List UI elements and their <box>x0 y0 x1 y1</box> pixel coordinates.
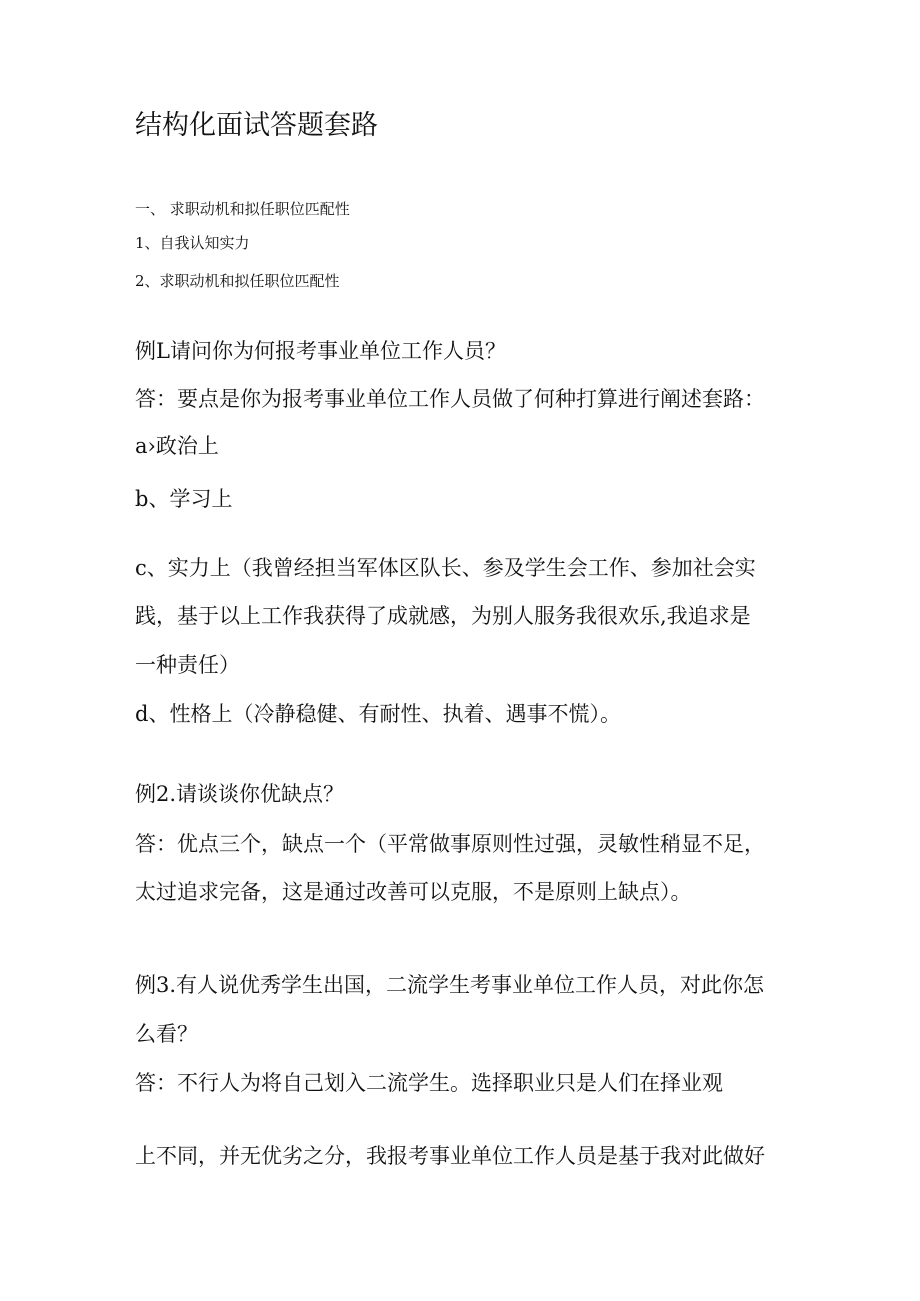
example-2-question: 例2.请谈谈你优缺点？ <box>135 782 345 806</box>
example-3-question-line-2: 么看？ <box>135 1022 198 1046</box>
page-title: 结构化面试答题套路 <box>135 110 378 141</box>
subitem-2: 2、求职动机和拟任职位匹配性 <box>135 272 340 290</box>
example-1-answer: 答：要点是你为报考事业单位工作人员做了何种打算进行阐述套路： <box>135 387 765 411</box>
example-1-point-d: d、性格上（冷静稳健、有耐性、执着、遇事不慌）。 <box>135 702 621 726</box>
example-1-point-a: a›政治上 <box>135 434 219 458</box>
example-1-question: 例L请问你为何报考事业单位工作人员？ <box>135 339 506 363</box>
example-1-point-c-line-3: 一种责任） <box>135 653 240 677</box>
example-3-answer-line-2: 上不同，并无优劣之分，我报考事业单位工作人员是基于我对此做好 <box>135 1144 765 1168</box>
example-3-answer-line-1: 答：不行人为将自己划入二流学生。选择职业只是人们在择业观 <box>135 1071 723 1095</box>
subitem-1: 1、自我认知实力 <box>135 234 250 252</box>
example-3-question-line-1: 例3.有人说优秀学生出国，二流学生考事业单位工作人员，对此你怎 <box>135 973 765 997</box>
example-1-point-c-line-1: c、实力上（我曾经担当军体区队长、参及学生会工作、参加社会实 <box>135 556 756 580</box>
section-heading: 一、 求职动机和拟任职位匹配性 <box>135 200 350 218</box>
example-2-answer-line-2: 太过追求完备，这是通过改善可以克服，不是原则上缺点）。 <box>135 880 692 904</box>
example-1-point-b: b、学习上 <box>135 487 233 511</box>
example-1-point-c-line-2: 践，基于以上工作我获得了成就感，为别人服务我很欢乐,我追求是 <box>135 604 751 628</box>
example-2-answer-line-1: 答：优点三个，缺点一个（平常做事原则性过强，灵敏性稍显不足， <box>135 832 765 856</box>
